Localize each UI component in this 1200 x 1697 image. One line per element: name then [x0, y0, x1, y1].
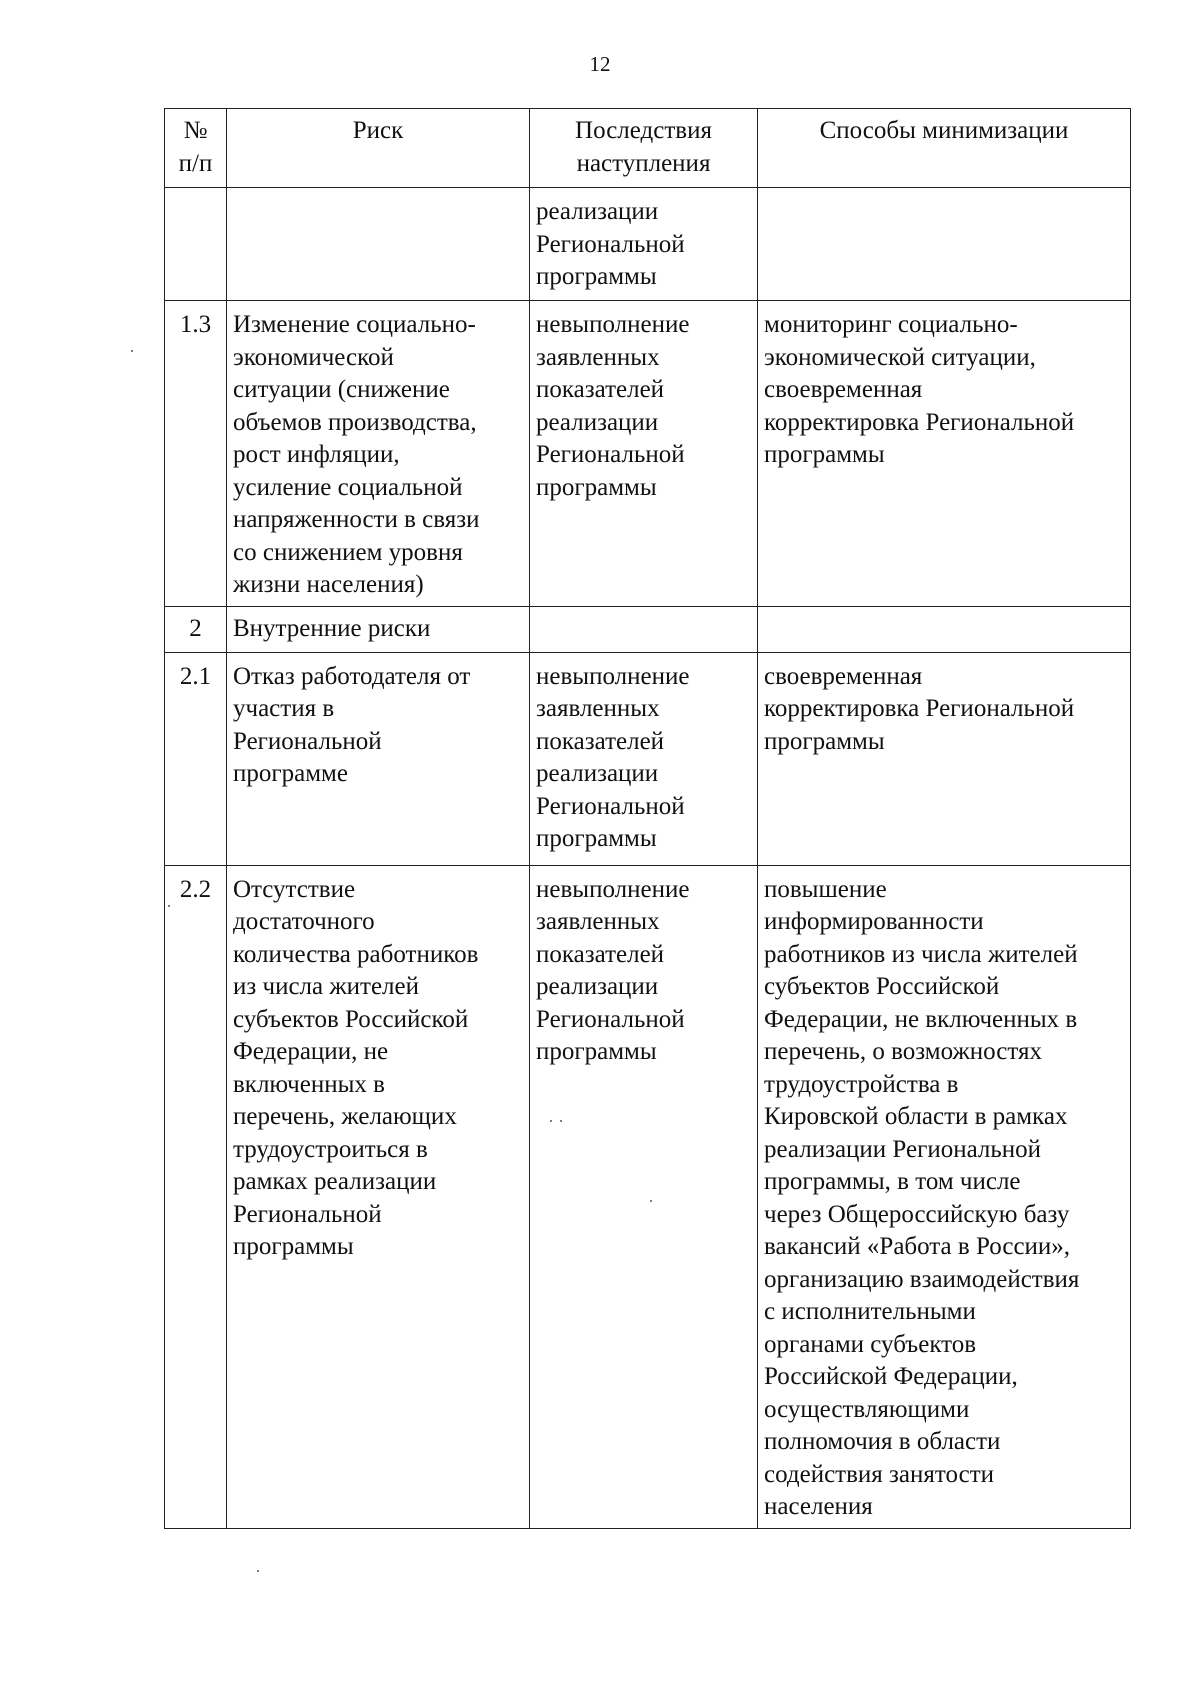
header-num-line: №	[183, 117, 208, 144]
cell-line: заявленных	[536, 343, 660, 371]
cell-line: реализации	[536, 198, 659, 225]
cell-line: содействия занятости	[764, 1460, 994, 1488]
cell-line: усиление социальной	[233, 473, 463, 501]
cell-line: заявленных	[536, 908, 660, 935]
cell-line: повышение	[764, 875, 887, 903]
cell-line: субъектов Российской	[233, 1005, 469, 1033]
cell-line: реализации Региональной	[764, 1135, 1042, 1163]
cell-line: программы	[536, 1038, 657, 1065]
cell-line: из числа жителей	[233, 973, 419, 1000]
cell-risk	[227, 652, 530, 865]
cell-line: реализации	[536, 408, 659, 436]
scan-speck	[550, 1120, 552, 1122]
cell-num	[165, 188, 227, 301]
cell-line: ситуации (снижение	[233, 376, 450, 403]
cell-consequences	[530, 652, 758, 865]
cell-line: программы, в том числе	[764, 1168, 1021, 1195]
table-row	[165, 301, 1131, 607]
table-row	[165, 865, 1131, 1528]
cell-line: своевременная	[764, 376, 923, 403]
cell-line: рамках реализации	[233, 1168, 437, 1195]
cell-num	[165, 301, 227, 607]
cell-line: перечень, желающих	[233, 1103, 457, 1130]
cell-line: Региональной	[536, 792, 685, 820]
cell-consequences	[530, 301, 758, 607]
header-consequences-line: наступления	[576, 149, 711, 177]
header-minimization-line: Способы минимизации	[819, 117, 1069, 144]
cell-num	[165, 652, 227, 865]
cell-line: Федерации, не	[233, 1038, 389, 1065]
cell-line: программы	[536, 263, 657, 290]
cell-line: Федерации, не включенных в	[764, 1005, 1078, 1033]
cell-line: Изменение социально-	[233, 311, 476, 338]
cell-line: со снижением уровня	[233, 538, 463, 566]
table-row	[165, 606, 1131, 652]
cell-risk	[227, 301, 530, 607]
cell-line: объемов производства,	[233, 408, 477, 436]
cell-line: экономической ситуации,	[764, 343, 1036, 371]
cell-line: Отказ работодателя от	[233, 662, 471, 690]
cell-consequences	[530, 188, 758, 301]
scan-speck	[650, 1200, 652, 1202]
header-minimization	[758, 109, 1131, 188]
scan-speck	[168, 905, 170, 907]
cell-minimization	[758, 301, 1131, 607]
cell-risk	[227, 606, 530, 652]
table-row	[165, 652, 1131, 865]
cell-line: вакансий «Работа в России»,	[764, 1233, 1071, 1260]
cell-line: трудоустройства в	[764, 1070, 959, 1098]
cell-consequences	[530, 865, 758, 1528]
cell-risk	[227, 188, 530, 301]
cell-line: трудоустроиться в	[233, 1135, 428, 1163]
table-header-row	[165, 109, 1131, 188]
header-consequences-line: Последствия	[575, 117, 712, 144]
cell-line: реализации	[536, 760, 659, 787]
cell-line: программы	[536, 473, 657, 501]
cell-line: информированности	[764, 908, 984, 935]
cell-line: Региональной	[536, 441, 685, 468]
cell-line: рост инфляции,	[233, 441, 400, 468]
cell-minimization	[758, 606, 1131, 652]
cell-line: включенных в	[233, 1070, 385, 1098]
cell-line: работников из числа жителей	[764, 940, 1078, 968]
cell-line: корректировка Региональной	[764, 408, 1075, 436]
cell-line: достаточного	[233, 908, 375, 935]
cell-line: участия в	[233, 695, 335, 722]
cell-line: невыполнение	[536, 311, 690, 338]
cell-line: жизни населения)	[233, 571, 424, 598]
cell-line: показателей	[536, 940, 665, 968]
cell-line: программы	[764, 441, 885, 468]
cell-line: перечень, о возможностях	[764, 1038, 1042, 1065]
cell-line: Региональной	[233, 727, 382, 755]
cell-line: населения	[764, 1493, 873, 1520]
cell-line: невыполнение	[536, 875, 690, 903]
header-consequences	[530, 109, 758, 188]
risk-table	[164, 108, 1131, 1529]
cell-line: Российской Федерации,	[764, 1363, 1018, 1390]
scan-speck	[131, 350, 133, 352]
cell-line: Региональной	[233, 1200, 382, 1228]
cell-line: 2.1	[179, 662, 212, 690]
cell-line: Внутренние риски	[233, 614, 431, 642]
cell-line: 2	[189, 614, 202, 642]
cell-line: 1.3	[179, 311, 212, 338]
cell-line: экономической	[233, 343, 394, 371]
cell-line: Кировской области в рамках	[764, 1103, 1068, 1130]
cell-line: показателей	[536, 376, 665, 403]
cell-line: органами субъектов	[764, 1330, 977, 1358]
cell-line: программе	[233, 760, 348, 787]
cell-consequences	[530, 606, 758, 652]
cell-line: корректировка Региональной	[764, 695, 1075, 722]
cell-minimization	[758, 865, 1131, 1528]
cell-line: напряженности в связи	[233, 506, 480, 533]
scan-speck	[257, 1570, 259, 1572]
cell-line: показателей	[536, 727, 665, 755]
cell-line: Отсутствие	[233, 875, 356, 903]
cell-num	[165, 865, 227, 1528]
header-num	[165, 109, 227, 188]
cell-line: своевременная	[764, 662, 923, 690]
cell-line: осуществляющими	[764, 1395, 970, 1423]
cell-line: субъектов Российской	[764, 973, 1000, 1000]
cell-line: реализации	[536, 973, 659, 1000]
cell-line: через Общероссийскую базу	[764, 1200, 1070, 1228]
cell-line: с исполнительными	[764, 1298, 976, 1325]
cell-line: заявленных	[536, 695, 660, 722]
cell-line: программы	[764, 727, 885, 755]
page-number: 12	[589, 52, 611, 76]
cell-minimization	[758, 188, 1131, 301]
cell-line: 2.2	[179, 875, 212, 903]
cell-line: мониторинг социально-	[764, 311, 1018, 338]
cell-line: Региональной	[536, 1005, 685, 1033]
cell-line: программы	[233, 1233, 354, 1260]
cell-minimization	[758, 652, 1131, 865]
cell-num	[165, 606, 227, 652]
scan-speck	[560, 1120, 562, 1122]
cell-risk	[227, 865, 530, 1528]
cell-line: невыполнение	[536, 662, 690, 690]
cell-line: Региональной	[536, 230, 685, 258]
cell-line: полномочия в области	[764, 1428, 1001, 1455]
header-num-line: п/п	[178, 149, 213, 177]
cell-line: количества работников	[233, 940, 479, 968]
table-row	[165, 188, 1131, 301]
cell-line: программы	[536, 825, 657, 852]
cell-line: организацию взаимодействия	[764, 1265, 1080, 1293]
header-risk-line: Риск	[352, 117, 404, 144]
header-risk	[227, 109, 530, 188]
